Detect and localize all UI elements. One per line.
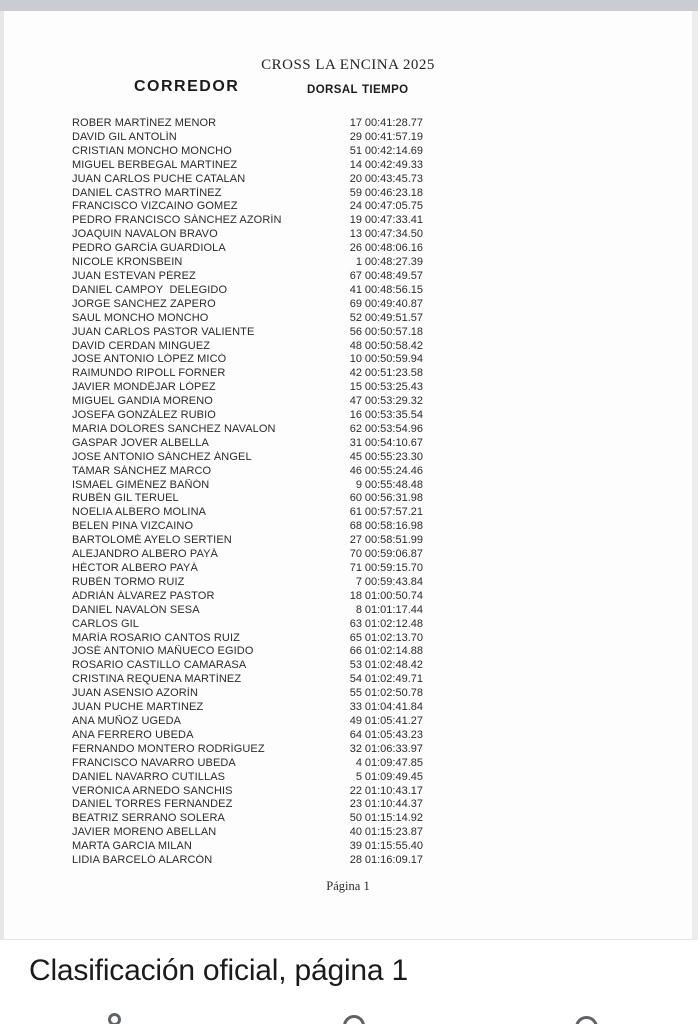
bib-number: 9 bbox=[355, 478, 362, 491]
table-row bbox=[72, 604, 423, 618]
finish-time: 00:50:58.42 bbox=[364, 339, 423, 352]
table-row bbox=[72, 659, 423, 673]
runner-name: DANIEL TORRES FERNANDEZ bbox=[72, 798, 233, 811]
finish-time: 01:02:48.42 bbox=[364, 659, 423, 672]
page-number-footer: Página 1 bbox=[326, 879, 370, 893]
bib-number: 29 bbox=[349, 130, 362, 143]
circle-icon-small[interactable] bbox=[108, 1013, 121, 1024]
bib-number: 66 bbox=[349, 645, 362, 658]
bib-number: 59 bbox=[349, 186, 362, 199]
bib-number: 23 bbox=[349, 798, 362, 811]
bib-number: 54 bbox=[349, 673, 362, 686]
table-row bbox=[72, 451, 423, 465]
bib-number: 51 bbox=[349, 144, 362, 157]
table-row bbox=[72, 729, 423, 743]
table-row bbox=[72, 590, 423, 604]
bib-number: 8 bbox=[355, 603, 362, 616]
finish-time: 01:00:50.74 bbox=[364, 589, 423, 602]
circle-icon-center[interactable] bbox=[343, 1015, 365, 1024]
runner-name: JOSE ANTONIO SÁNCHEZ ÁNGEL bbox=[72, 450, 252, 463]
finish-time: 01:09:49.45 bbox=[364, 770, 423, 783]
runner-name: BEATRIZ SERRANO SOLERA bbox=[72, 812, 225, 825]
runner-name: ADRIÁN ÁLVAREZ PASTOR bbox=[72, 589, 215, 602]
runner-name: PEDRO FRANCISCO SÁNCHEZ AZORÍN bbox=[72, 214, 282, 227]
finish-time: 00:56:31.98 bbox=[364, 492, 423, 505]
bib-number: 7 bbox=[355, 575, 362, 588]
finish-time: 00:55:23.30 bbox=[364, 450, 423, 463]
runner-name: JUAN ASENSIO AZORÍN bbox=[72, 687, 198, 700]
runner-name: SAUL MONCHO MONCHO bbox=[72, 311, 209, 324]
table-row bbox=[72, 562, 423, 576]
bib-number: 49 bbox=[349, 714, 362, 727]
table-row bbox=[72, 743, 423, 757]
runner-name: RUBÉN GIL TERUEL bbox=[72, 492, 179, 505]
bib-number: 22 bbox=[349, 784, 362, 797]
table-row bbox=[72, 228, 423, 242]
finish-time: 00:50:57.18 bbox=[364, 325, 423, 338]
finish-time: 00:46:23.18 bbox=[364, 186, 423, 199]
bib-number: 39 bbox=[349, 840, 362, 853]
bib-number: 42 bbox=[349, 367, 362, 380]
bib-number: 4 bbox=[355, 756, 362, 769]
bib-number: 60 bbox=[349, 492, 362, 505]
runner-name: CRISTIAN MONCHO MONCHO bbox=[72, 144, 232, 157]
table-row bbox=[72, 618, 423, 632]
table-row bbox=[72, 395, 423, 409]
finish-time: 00:59:43.84 bbox=[364, 575, 423, 588]
bib-number: 65 bbox=[349, 631, 362, 644]
finish-time: 00:41:28.77 bbox=[364, 117, 423, 129]
finish-time: 01:15:55.40 bbox=[364, 840, 423, 853]
finish-time: 01:06:33.97 bbox=[364, 742, 423, 755]
bib-number: 14 bbox=[349, 158, 362, 171]
runner-name: RAIMUNDO RIPOLL FORNER bbox=[72, 367, 226, 380]
bib-number: 53 bbox=[349, 659, 362, 672]
table-row bbox=[72, 187, 423, 201]
table-row bbox=[72, 645, 423, 659]
bib-number: 33 bbox=[349, 701, 362, 714]
finish-time: 00:47:34.50 bbox=[364, 228, 423, 241]
finish-time: 01:16:09.17 bbox=[364, 854, 423, 867]
table-row bbox=[72, 673, 423, 687]
finish-time: 01:15:14.92 bbox=[364, 812, 423, 825]
background-top-band bbox=[0, 0, 698, 11]
table-row bbox=[72, 131, 423, 145]
table-row bbox=[72, 409, 423, 423]
table-row bbox=[72, 312, 423, 326]
finish-time: 00:48:06.16 bbox=[364, 242, 423, 255]
runner-name: DANIEL CAMPOY DELEGIDO bbox=[72, 283, 228, 296]
table-row bbox=[72, 701, 423, 715]
runner-name: NICOLE KRONSBEIN bbox=[72, 256, 183, 269]
column-header-dorsal: DORSAL bbox=[307, 84, 358, 96]
table-row bbox=[72, 256, 423, 270]
bib-number: 71 bbox=[349, 562, 362, 574]
bib-number: 61 bbox=[349, 506, 362, 519]
finish-time: 00:48:27.39 bbox=[364, 256, 423, 269]
finish-time: 00:55:24.46 bbox=[364, 464, 423, 477]
runner-name: JAVIER MONDÉJAR LÓPEZ bbox=[72, 381, 216, 394]
runner-name: ROSARIO CASTILLO CAMARASA bbox=[72, 659, 247, 672]
runner-name: JAVIER MORENO ABELLAN bbox=[72, 826, 217, 839]
bib-number: 52 bbox=[349, 311, 362, 324]
finish-time: 01:02:14.88 bbox=[364, 645, 423, 658]
table-row bbox=[72, 340, 423, 354]
finish-time: 01:15:23.87 bbox=[364, 826, 423, 839]
bib-number: 69 bbox=[349, 297, 362, 310]
table-row bbox=[72, 117, 423, 131]
finish-time: 01:02:13.70 bbox=[364, 631, 423, 644]
caption-text: Clasificación oficial, página 1 bbox=[29, 954, 409, 987]
finish-time: 00:48:49.57 bbox=[364, 269, 423, 282]
table-row bbox=[72, 492, 423, 506]
bib-number: 31 bbox=[349, 436, 362, 449]
runner-name: ISMAEL GIMÉNEZ BAÑÓN bbox=[72, 478, 210, 491]
finish-time: 00:48:56.15 bbox=[364, 283, 423, 296]
bib-number: 64 bbox=[349, 728, 362, 741]
runner-name: MIGUEL GANDIA MORENO bbox=[72, 395, 213, 408]
table-row bbox=[72, 506, 423, 520]
runner-name: ANA FERRERO UBEDA bbox=[72, 728, 194, 741]
finish-time: 00:49:40.87 bbox=[364, 297, 423, 310]
results-rows bbox=[72, 117, 423, 868]
table-row bbox=[72, 757, 423, 771]
runner-name: JUAN CARLOS PUCHE CATALAN bbox=[72, 172, 246, 185]
table-row bbox=[72, 798, 423, 812]
runner-name: MARIA DOLORES SANCHEZ NAVALON bbox=[72, 422, 276, 435]
bib-number: 40 bbox=[349, 826, 362, 839]
table-row bbox=[72, 632, 423, 646]
runner-name: MIGUEL BERBEGAL MARTINEZ bbox=[72, 158, 238, 171]
runner-name: MARTA GARCIA MILAN bbox=[72, 840, 192, 853]
finish-time: 00:42:49.33 bbox=[364, 158, 423, 171]
bib-number: 20 bbox=[349, 172, 362, 185]
table-row bbox=[72, 576, 423, 590]
runner-name: JOSEFA GONZÁLEZ RUBIO bbox=[72, 409, 216, 422]
runner-name: ROBER MARTÍNEZ MENOR bbox=[72, 117, 217, 129]
column-header-corredor: CORREDOR bbox=[134, 78, 240, 95]
runner-name: FRANCISCO VIZCAINO GOMEZ bbox=[72, 200, 238, 213]
bib-number: 19 bbox=[349, 214, 362, 227]
runner-name: JOAQUIN NAVALON BRAVO bbox=[72, 228, 218, 241]
table-row bbox=[72, 173, 423, 187]
runner-name: GASPAR JOVER ALBELLA bbox=[72, 436, 209, 449]
runner-name: TAMAR SÁNCHEZ MARCO bbox=[72, 464, 212, 477]
finish-time: 01:05:41.27 bbox=[364, 714, 423, 727]
runner-name: FERNANDO MONTERO RODRÍGUEZ bbox=[72, 742, 265, 755]
runner-name: VERÓNICA ARNEDO SANCHIS bbox=[72, 784, 233, 797]
table-row bbox=[72, 548, 423, 562]
bib-number: 62 bbox=[349, 422, 362, 435]
bib-number: 46 bbox=[349, 464, 362, 477]
finish-time: 00:58:51.99 bbox=[364, 534, 423, 547]
bib-number: 45 bbox=[349, 450, 362, 463]
caption-bar bbox=[0, 940, 698, 1024]
column-header-tiempo: TIEMPO bbox=[362, 84, 409, 96]
finish-time: 01:10:43.17 bbox=[364, 784, 423, 797]
table-row bbox=[72, 200, 423, 214]
runner-name: DAVID GIL ANTOLÍN bbox=[72, 130, 177, 143]
runner-name: FRANCISCO NAVARRO UBEDA bbox=[72, 756, 236, 769]
bib-number: 47 bbox=[349, 395, 362, 408]
bib-number: 32 bbox=[349, 742, 362, 755]
finish-time: 01:02:50.78 bbox=[364, 687, 423, 700]
bib-number: 27 bbox=[349, 534, 362, 547]
runner-name: JOSÉ ANTONIO MAÑUECO EGIDO bbox=[72, 645, 254, 658]
table-row bbox=[72, 534, 423, 548]
bib-number: 26 bbox=[349, 242, 362, 255]
table-row bbox=[72, 520, 423, 534]
finish-time: 00:47:05.75 bbox=[364, 200, 423, 213]
bib-number: 5 bbox=[355, 770, 362, 783]
runner-name: DANIEL NAVALÓN SESA bbox=[72, 603, 200, 616]
finish-time: 01:09:47.85 bbox=[364, 756, 423, 769]
finish-time: 00:47:33.41 bbox=[364, 214, 423, 227]
table-row bbox=[72, 785, 423, 799]
runner-name: CRISTINA REQUENA MARTÍNEZ bbox=[72, 673, 242, 686]
table-row bbox=[72, 771, 423, 785]
table-row bbox=[72, 381, 423, 395]
document-title: CROSS LA ENCINA 2025 bbox=[261, 57, 435, 73]
table-row bbox=[72, 145, 423, 159]
table-row bbox=[72, 242, 423, 256]
finish-time: 00:42:14.69 bbox=[364, 144, 423, 157]
finish-time: 00:43:45.73 bbox=[364, 172, 423, 185]
table-row bbox=[72, 214, 423, 228]
bib-number: 18 bbox=[349, 589, 362, 602]
finish-time: 01:02:49.71 bbox=[364, 673, 423, 686]
finish-time: 00:53:35.54 bbox=[364, 409, 423, 422]
table-row bbox=[72, 854, 423, 868]
bib-number: 50 bbox=[349, 812, 362, 825]
runner-name: ANA MUÑOZ UGEDA bbox=[72, 714, 182, 727]
table-row bbox=[72, 367, 423, 381]
runner-name: JOSE ANTONIO LÓPEZ MICÓ bbox=[72, 353, 227, 366]
table-row bbox=[72, 465, 423, 479]
table-row bbox=[72, 159, 423, 173]
bib-number: 55 bbox=[349, 687, 362, 700]
runner-name: RUBÉN TORMO RUIZ bbox=[72, 575, 185, 588]
bib-number: 15 bbox=[349, 381, 362, 394]
bib-number: 17 bbox=[349, 117, 362, 129]
table-row bbox=[72, 479, 423, 493]
bib-number: 48 bbox=[349, 339, 362, 352]
finish-time: 00:53:29.32 bbox=[364, 395, 423, 408]
runner-name: NOELIA ALBERO MOLINA bbox=[72, 506, 207, 519]
bib-number: 68 bbox=[349, 520, 362, 533]
document-page bbox=[4, 11, 692, 940]
runner-name: BELEN PINA VIZCAINO bbox=[72, 520, 194, 533]
table-row bbox=[72, 715, 423, 729]
runner-name: DANIEL NAVARRO CUTILLAS bbox=[72, 770, 226, 783]
finish-time: 01:02:12.48 bbox=[364, 617, 423, 630]
finish-time: 00:57:57.21 bbox=[364, 506, 423, 519]
table-row bbox=[72, 270, 423, 284]
bib-number: 16 bbox=[349, 409, 362, 422]
runner-name: MARÍA ROSARIO CANTOS RUIZ bbox=[72, 631, 240, 644]
finish-time: 00:59:15.70 bbox=[364, 562, 423, 574]
table-row bbox=[72, 326, 423, 340]
table-row bbox=[72, 353, 423, 367]
finish-time: 01:10:44.37 bbox=[364, 798, 423, 811]
finish-time: 00:54:10.67 bbox=[364, 436, 423, 449]
runner-name: CARLOS GIL bbox=[72, 617, 140, 630]
background-right-strip bbox=[692, 11, 698, 940]
table-row bbox=[72, 437, 423, 451]
bib-number: 13 bbox=[349, 228, 362, 241]
finish-time: 01:04:41.84 bbox=[364, 701, 423, 714]
finish-time: 00:55:48.48 bbox=[364, 478, 423, 491]
runner-name: HÉCTOR ALBERO PAYÁ bbox=[72, 562, 198, 574]
bib-number: 56 bbox=[349, 325, 362, 338]
runner-name: PEDRO GARCÍA GUARDIOLA bbox=[72, 242, 226, 255]
finish-time: 01:01:17.44 bbox=[364, 603, 423, 616]
bib-number: 70 bbox=[349, 548, 362, 561]
finish-time: 00:53:25.43 bbox=[364, 381, 423, 394]
finish-time: 00:53:54.96 bbox=[364, 422, 423, 435]
table-row bbox=[72, 423, 423, 437]
circle-icon-right[interactable] bbox=[575, 1016, 598, 1024]
runner-name: LIDIA BARCELÓ ALARCÓN bbox=[72, 854, 213, 867]
bib-number: 1 bbox=[355, 256, 362, 269]
runner-name: JORGE SANCHEZ ZAPERO bbox=[72, 297, 216, 310]
runner-name: BARTOLOMÉ AYELO SERTIEN bbox=[72, 534, 232, 547]
finish-time: 01:05:43.23 bbox=[364, 728, 423, 741]
runner-name: DANIEL CASTRO MARTÍNEZ bbox=[72, 186, 222, 199]
bib-number: 10 bbox=[349, 353, 362, 366]
bib-number: 63 bbox=[349, 617, 362, 630]
table-row bbox=[72, 812, 423, 826]
bib-number: 41 bbox=[349, 283, 362, 296]
runner-name: JUAN PUCHE MARTINEZ bbox=[72, 701, 204, 714]
finish-time: 00:50:59.94 bbox=[364, 353, 423, 366]
runner-name: ALEJANDRO ALBERO PAYÁ bbox=[72, 548, 218, 561]
table-row bbox=[72, 840, 423, 854]
table-row bbox=[72, 826, 423, 840]
bib-number: 28 bbox=[349, 854, 362, 867]
table-row bbox=[72, 298, 423, 312]
table-row bbox=[72, 687, 423, 701]
runner-name: JUAN ESTEVAN PÉREZ bbox=[72, 269, 196, 282]
finish-time: 00:58:16.98 bbox=[364, 520, 423, 533]
bib-number: 67 bbox=[349, 269, 362, 282]
runner-name: DAVID CERDAN MINGUEZ bbox=[72, 339, 211, 352]
bib-number: 24 bbox=[349, 200, 362, 213]
finish-time: 00:59:06.87 bbox=[364, 548, 423, 561]
runner-name: JUAN CARLOS PASTOR VALIENTE bbox=[72, 325, 255, 338]
table-row bbox=[72, 284, 423, 298]
finish-time: 00:51:23.58 bbox=[364, 367, 423, 380]
finish-time: 00:41:57.19 bbox=[364, 130, 423, 143]
finish-time: 00:49:51.57 bbox=[364, 311, 423, 324]
